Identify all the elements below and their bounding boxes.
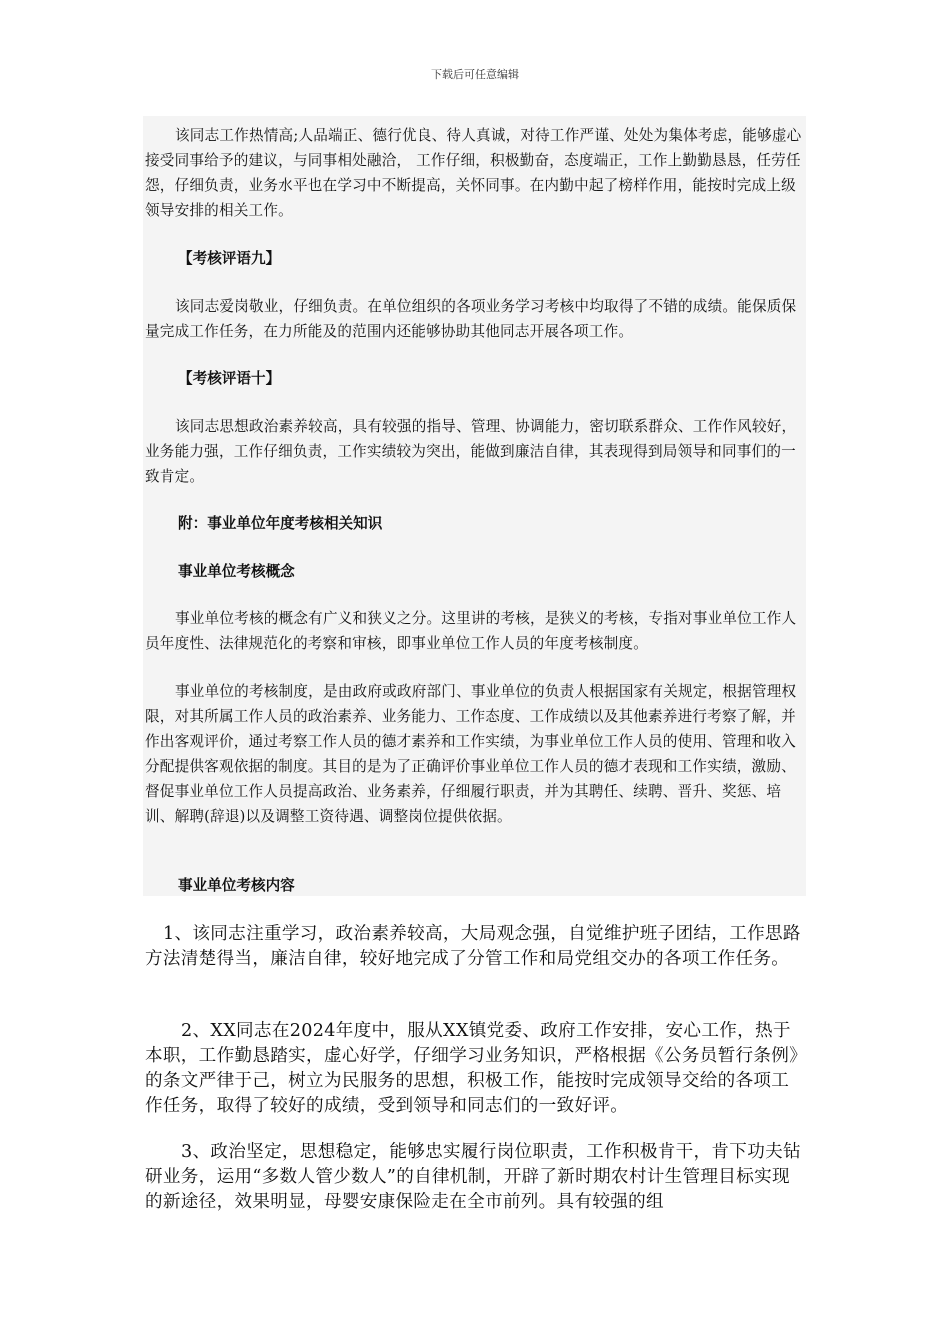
heading-assessment-content: 事业单位考核内容 (178, 877, 295, 894)
paragraph-evaluation-8: 该同志工作热情高;人品端正、德行优良、待人真诚，对待工作严谨、处处为集体考虑，能够虚心接受同事给予的建议，与同事相处融洽， 工作仔细，积极勤奋，态度端正，工作上勤勤恳恳，任劳任怨，仔细负责，业务水平也在学习中不断提高，关怀同事。在内勤中起了榜样作用，能按时完成上级领导安排的相关工作。 (145, 127, 802, 219)
paragraph-assessment-system: 事业单位的考核制度，是由政府或政府部门、事业单位的负责人根据国家有关规定，根据管理权限，对其所属工作人员的政治素养、业务能力、工作态度、工作成绩以及其他素养进行考察了解，并作出客观评价，通过考察工作人员的德才素养和工作实绩，为事业单位工作人员的使用、管理和收入分配提供客观依据的制度。其目的是为了正确评价事业单位工作人员的德才表现和工作实绩，激励、督促事业单位工作人员提高政治、业务素养，仔细履行职责，并为其聘任、续聘、晋升、奖惩、培训、解聘(辞退)以及调整工资待遇、调整岗位提供依据。 (145, 683, 797, 825)
heading-appendix: 附：事业单位年度考核相关知识 (178, 515, 383, 532)
list-item-2: 2、XX同志在2024年度中，服从XX镇党委、政府工作安排，安心工作，热于本职，工作勤恳踏实，虚心好学，仔细学习业务知识，严格根据《公务员暂行条例》的条文严律于己，树立为民服务的思想，积极工作，能按时完成领导交给的各项工作任务，取得了较好的成绩，受到领导和同志们的一致好评。 (145, 1021, 799, 1116)
paragraph-assessment-concept: 事业单位考核的概念有广义和狭义之分。这里讲的考核，是狭义的考核，专指对事业单位工作人员年度性、法律规范化的考察和审核，即事业单位工作人员的年度考核制度。 (145, 610, 797, 652)
list-item-1: 1、该同志注重学习，政治素养较高，大局观念强，自觉维护班子团结，工作思路方法清楚得当，廉洁自律，较好地完成了分管工作和局党组交办的各项工作任务。 (145, 924, 801, 969)
page-header: 下载后可任意编辑 (431, 68, 519, 81)
heading-evaluation-9: 【考核评语九】 (178, 250, 281, 267)
heading-assessment-concept: 事业单位考核概念 (178, 563, 295, 580)
heading-evaluation-10: 【考核评语十】 (178, 370, 281, 387)
paragraph-evaluation-9: 该同志爱岗敬业，仔细负责。在单位组织的各项业务学习考核中均取得了不错的成绩。能保质保量完成工作任务，在力所能及的范围内还能够协助其他同志开展各项工作。 (145, 298, 797, 340)
paragraph-evaluation-10: 该同志思想政治素养较高，具有较强的指导、管理、协调能力，密切联系群众、工作作风较好，业务能力强，工作仔细负责，工作实绩较为突出，能做到廉洁自律，其表现得到局领导和同事们的一致肯定。 (145, 418, 797, 485)
list-item-3: 3、政治坚定，思想稳定，能够忠实履行岗位职责，工作积极肯干，肯下功夫钻研业务，运用“多数人管少数人”的自律机制，开辟了新时期农村计生管理目标实现的新途径，效果明显，母婴安康保险走在全市前列。具有较强的组 (145, 1142, 801, 1212)
